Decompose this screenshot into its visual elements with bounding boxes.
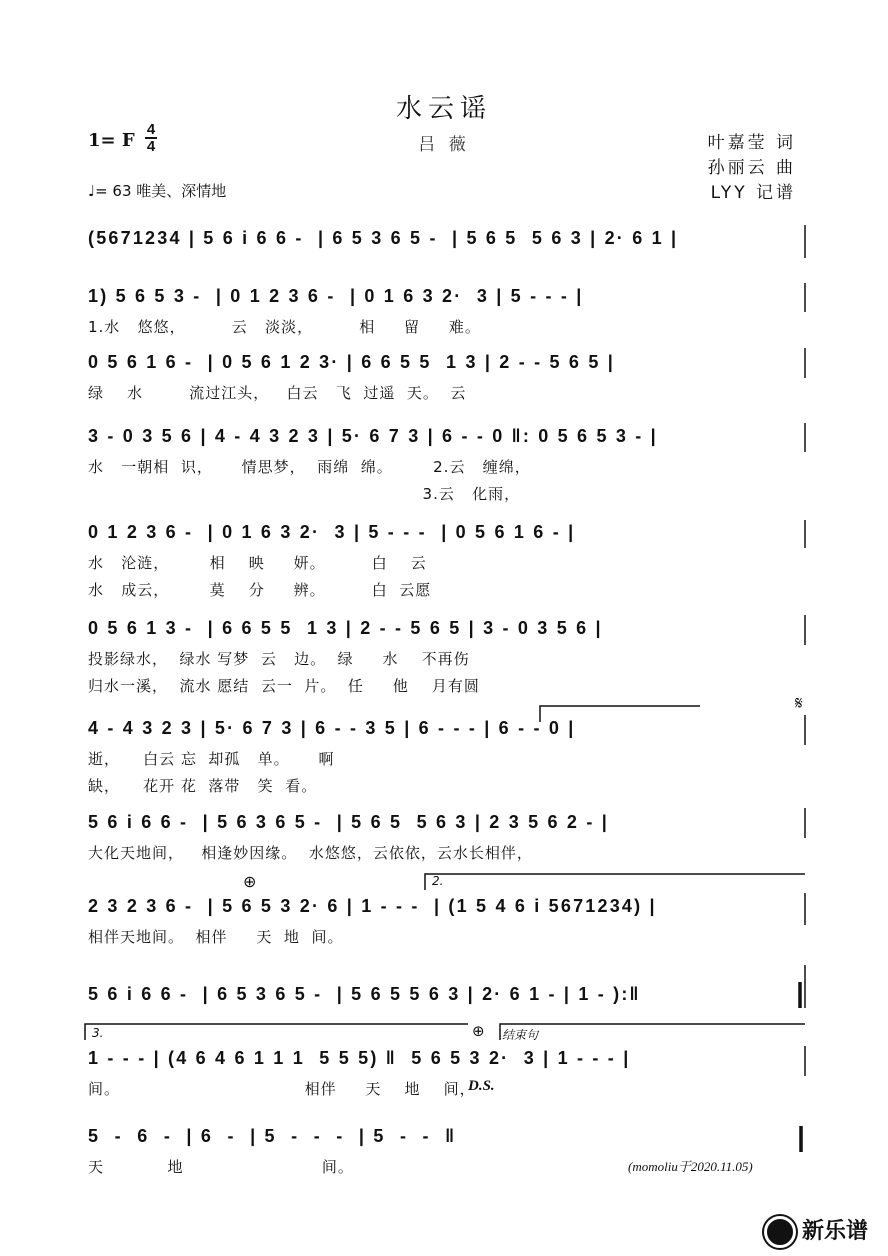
- notes-line: (5671234 | 5 6 i 6 6 - | 6 5 3 6 5 - | 5 6 5 5 6 3 | 2· 6 1 |: [88, 228, 679, 248]
- notes-line: 5 6 i 6 6 - | 6 5 3 6 5 - | 5 6 5 5 6 3 | 2· 6 1 - | 1 - ):‖: [88, 984, 641, 1004]
- composer: 孙丽云 曲: [707, 158, 796, 178]
- segno-icon: 𝄋: [795, 693, 803, 714]
- tempo-marking: ♩= 63 唯美、深情地: [88, 182, 227, 200]
- song-title: 水云谣: [395, 94, 492, 124]
- singer: 吕 薇: [418, 135, 470, 155]
- lyric-line: 绿 水 流过江头， 白云 飞 过遥 天。 云: [88, 384, 467, 402]
- key-signature: 1= F: [88, 130, 135, 151]
- disc-icon: [764, 1216, 796, 1248]
- notes-line: 1 - - - | (4 6 4 6 1 1 1 5 5 5) ‖ 5 6 5 3 2· 3 | 1 - - - |: [88, 1048, 631, 1068]
- lyric-line: 1.水 悠悠， 云 淡淡， 相 留 难。: [88, 318, 481, 336]
- notes-line: 3 - 0 3 5 6 | 4 - 4 3 2 3 | 5· 6 7 3 | 6 - - 0 ‖: 0 5 6 5 3 - |: [88, 426, 658, 446]
- coda-icon: ⊕: [472, 1022, 485, 1040]
- notes-line: 5 6 i 6 6 - | 5 6 3 6 5 - | 5 6 5 5 6 3 | 2 3 5 6 2 - |: [88, 812, 609, 832]
- ending-3-label: 3.: [92, 1026, 104, 1040]
- transcriber: LYY 记谱: [710, 183, 796, 203]
- lyric-line: 逝， 白云 忘 却孤 单。 啊: [88, 750, 335, 768]
- coda-section-label: 结束句: [502, 1028, 539, 1042]
- coda-icon: ⊕: [243, 872, 257, 891]
- ending-2-label: 2.: [432, 874, 444, 888]
- time-sig-bottom: 4: [146, 138, 156, 155]
- site-logo: [749, 1189, 868, 1248]
- lyric-line: 水 一朝相 识， 情思梦， 雨绵 绵。 2.云 缠绵，: [88, 458, 531, 476]
- lyric-line: 3.云 化雨，: [88, 485, 521, 503]
- lyric-line: 天 地 间。: [88, 1158, 354, 1176]
- lyric-line: 间。 相伴 天 地 间，: [88, 1080, 476, 1098]
- notes-line: 0 1 2 3 6 - | 0 1 6 3 2· 3 | 5 - - - | 0 5 6 1 6 - |: [88, 522, 576, 542]
- notes-line: 0 5 6 1 3 - | 6 6 5 5 1 3 | 2 - - 5 6 5 | 3 - 0 3 5 6 |: [88, 618, 603, 638]
- lyric-line: 归水一溪， 流水 愿结 云一 片。 任 他 月有圆: [88, 677, 480, 695]
- notes-line: 0 5 6 1 6 - | 0 5 6 1 2 3· | 6 6 5 5 1 3 | 2 - - 5 6 5 |: [88, 352, 615, 372]
- notes-line: 1) 5 6 5 3 - | 0 1 2 3 6 - | 0 1 6 3 2· 3 | 5 - - - |: [88, 286, 584, 306]
- notes-line: 2 3 2 3 6 - | 5 6 5 3 2· 6 | 1 - - - | (1 5 4 6 i 5671234) |: [88, 896, 657, 916]
- lyric-line: 相伴天地间。 相伴 天 地 间。: [88, 928, 344, 946]
- time-sig-top: 4: [146, 121, 156, 138]
- lyric-line: 水 沦涟， 相 映 妍。 白 云: [88, 554, 427, 572]
- date-note: (momoliu于2020.11.05): [628, 1159, 753, 1174]
- lyric-line: 缺， 花开 花 落带 笑 看。: [88, 777, 318, 795]
- lyric-line: 水 成云， 莫 分 辨。 白 云愿: [88, 581, 432, 599]
- lyric-line: 大化天地间， 相逢妙因缘。 水悠悠，云依依，云水长相伴，: [88, 844, 533, 862]
- notes-line: 5 - 6 - | 6 - | 5 - - - | 5 - - ‖: [88, 1126, 457, 1146]
- lyricist: 叶嘉莹 词: [707, 133, 796, 153]
- notes-line: 4 - 4 3 2 3 | 5· 6 7 3 | 6 - - 3 5 | 6 - - - | 6 - - 0 |: [88, 718, 576, 738]
- lyric-line: 投影绿水， 绿水 写梦 云 边。 绿 水 不再伤: [88, 650, 470, 668]
- ds-marking: D.S.: [468, 1078, 495, 1094]
- logo-text: 新乐谱: [801, 1219, 868, 1244]
